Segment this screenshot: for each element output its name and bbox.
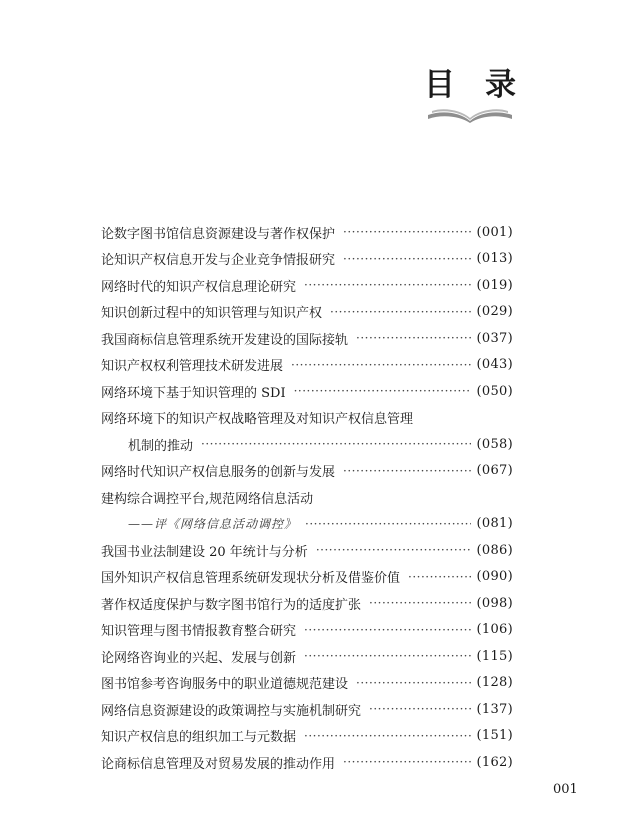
entry-title: 国外知识产权信息管理系统研发现状分析及借鉴价值: [101, 571, 401, 587]
entry-page: (058): [476, 436, 513, 452]
toc-entry[interactable]: [101, 272, 513, 299]
table-of-contents: [101, 219, 513, 776]
entry-title: 网络环境下的知识产权战略管理及对知识产权信息管理: [101, 412, 414, 428]
entry-page: (037): [476, 330, 513, 346]
dot-leader: [343, 464, 471, 478]
toc-entry-first-line[interactable]: [101, 405, 513, 432]
dot-leader: [291, 358, 471, 372]
dot-leader: [369, 702, 471, 716]
toc-entry[interactable]: [101, 537, 513, 564]
dot-leader: [294, 384, 471, 398]
toc-entry-subtitle[interactable]: [101, 511, 513, 538]
entry-title: 知识管理与图书情报教育整合研究: [101, 624, 297, 640]
dot-leader: [304, 729, 471, 743]
entry-page: (106): [476, 622, 513, 638]
entry-page: (019): [476, 277, 513, 293]
open-book-icon: [426, 106, 514, 124]
entry-title: 机制的推动: [128, 438, 194, 454]
entry-page: (050): [476, 383, 513, 399]
entry-page: (086): [476, 542, 513, 558]
entry-title: 知识创新过程中的知识管理与知识产权: [101, 306, 323, 322]
toc-entry[interactable]: [101, 299, 513, 326]
entry-title: 知识产权权利管理技术研发进展: [101, 359, 284, 375]
entry-page: (115): [476, 648, 513, 664]
title-char-1: 目: [424, 67, 455, 103]
entry-page: (128): [476, 675, 513, 691]
toc-header: [424, 68, 516, 128]
toc-entry[interactable]: [101, 617, 513, 644]
dot-leader: [343, 252, 471, 266]
entry-page: (162): [476, 754, 513, 770]
entry-page: (013): [476, 251, 513, 267]
toc-entry[interactable]: [101, 643, 513, 670]
entry-title: 网络时代知识产权信息服务的创新与发展: [101, 465, 336, 481]
entry-title: 论知识产权信息开发与企业竞争情报研究: [101, 253, 336, 269]
toc-entry[interactable]: [101, 670, 513, 697]
toc-entry[interactable]: [101, 219, 513, 246]
page-number: 001: [553, 782, 578, 797]
entry-page: (151): [476, 728, 513, 744]
toc-entry[interactable]: [101, 325, 513, 352]
entry-title: 网络环境下基于知识管理的 SDI: [101, 385, 286, 401]
dot-leader: [304, 278, 471, 292]
dot-leader: [356, 676, 471, 690]
entry-page: (090): [476, 569, 513, 585]
entry-page: (081): [476, 516, 513, 532]
entry-title: 建构综合调控平台,规范网络信息活动: [101, 491, 314, 507]
entry-page: (137): [476, 701, 513, 717]
toc-entry[interactable]: [101, 352, 513, 379]
toc-entry-continuation[interactable]: [101, 431, 513, 458]
toc-entry[interactable]: [101, 749, 513, 776]
dot-leader: [356, 331, 471, 345]
entry-title: 著作权适度保护与数字图书馆行为的适度扩张: [101, 597, 362, 613]
toc-entry[interactable]: [101, 458, 513, 485]
toc-entry[interactable]: [101, 378, 513, 405]
entry-title: 论网络咨询业的兴起、发展与创新: [101, 650, 297, 666]
entry-page: (098): [476, 595, 513, 611]
toc-entry[interactable]: [101, 723, 513, 750]
entry-page: (029): [476, 304, 513, 320]
entry-title: 图书馆参考咨询服务中的职业道德规范建设: [101, 677, 349, 693]
entry-title: 论商标信息管理及对贸易发展的推动作用: [101, 756, 336, 772]
entry-title: 我国商标信息管理系统开发建设的国际接轨: [101, 332, 349, 348]
toc-entry[interactable]: [101, 696, 513, 723]
dot-leader: [343, 225, 471, 239]
dot-leader: [369, 596, 471, 610]
entry-title: 我国书业法制建设 20 年统计与分析: [101, 544, 308, 560]
toc-entry[interactable]: [101, 590, 513, 617]
dot-leader: [304, 623, 471, 637]
entry-subtitle: ——评《网络信息活动调控》: [128, 517, 298, 532]
dot-leader: [330, 305, 471, 319]
dot-leader: [305, 517, 471, 531]
entry-title: 论数字图书馆信息资源建设与著作权保护: [101, 226, 336, 242]
entry-page: (043): [476, 357, 513, 373]
dot-leader: [408, 570, 471, 584]
entry-page: (067): [476, 463, 513, 479]
toc-entry[interactable]: [101, 564, 513, 591]
page-title: [424, 68, 516, 102]
entry-page: (001): [476, 224, 513, 240]
dot-leader: [343, 755, 471, 769]
dot-leader: [201, 437, 471, 451]
entry-title: 网络时代的知识产权信息理论研究: [101, 279, 297, 295]
toc-entry-first-line[interactable]: [101, 484, 513, 511]
dot-leader: [316, 543, 471, 557]
dot-leader: [304, 649, 471, 663]
entry-title: 知识产权信息的组织加工与元数据: [101, 730, 297, 746]
entry-title: 网络信息资源建设的政策调控与实施机制研究: [101, 703, 362, 719]
title-char-2: 录: [485, 67, 516, 103]
toc-entry[interactable]: [101, 246, 513, 273]
